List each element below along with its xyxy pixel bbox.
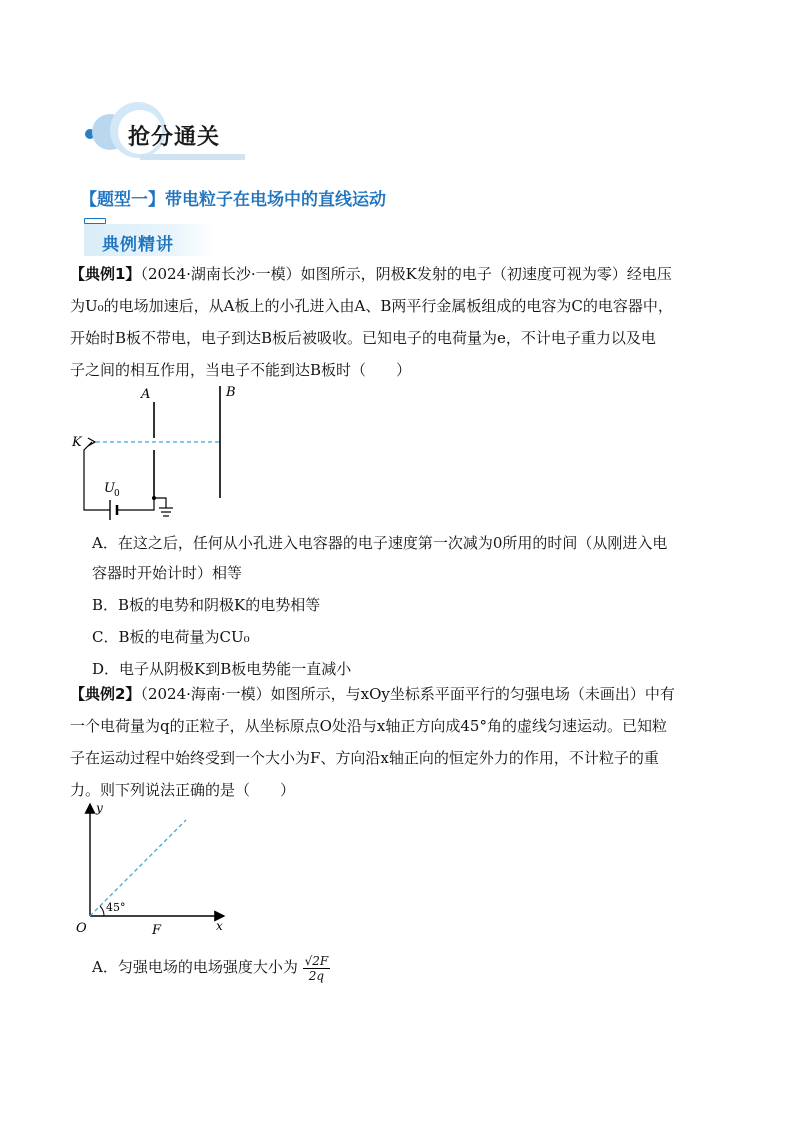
fraction-denominator: 2q xyxy=(308,968,325,983)
fraction xyxy=(303,954,331,983)
example2-text xyxy=(70,678,730,806)
example2-line-2: 一个电荷量为q的正粒子，从坐标原点O处沿与x轴正方向成45°角的虚线匀速运动。已知粒 xyxy=(70,717,667,735)
example1-label: 【典例1】 xyxy=(70,265,141,283)
option-b: B．B板的电势和阴极K的电势相等 xyxy=(92,596,321,614)
label-u-sub: 0 xyxy=(114,489,120,499)
sub-tab-marker xyxy=(84,218,106,224)
angle-arc xyxy=(100,906,104,916)
example1-figure xyxy=(68,380,268,530)
ground-wire xyxy=(154,498,166,508)
label-angle: 45° xyxy=(106,901,126,914)
label-k: K xyxy=(72,435,82,450)
label-force: F xyxy=(152,923,162,938)
example2-option-a: A．匀强电场的电场强度大小为 $\frac{√2F}{2q}$ xyxy=(92,953,329,983)
option-c: C．B板的电荷量为CU₀ xyxy=(92,628,250,646)
example2-figure xyxy=(66,796,246,941)
option-a-line-2: 容器时开始计时）相等 xyxy=(92,564,243,582)
banner-title: 抢分通关 xyxy=(128,125,221,150)
circuit-wire-right xyxy=(117,498,154,510)
label-u: U xyxy=(104,481,115,496)
circuit-wire-left xyxy=(84,442,110,510)
example2-line-4: 力。则下列说法正确的是（ ） xyxy=(70,781,296,799)
option-d: D．电子从阴极K到B板电势能一直减小 xyxy=(92,660,352,678)
example1-text xyxy=(70,258,730,386)
example1-source: （2024·湖南长沙·一模） xyxy=(140,265,301,283)
example2-source: （2024·海南·一模） xyxy=(140,685,271,703)
label-b: B xyxy=(226,385,236,400)
fraction-numerator: √2F xyxy=(304,953,329,968)
label-x: x xyxy=(216,919,223,933)
sub-tab-label: 典例精讲 xyxy=(102,235,174,255)
sub-tab xyxy=(84,218,214,256)
example2-label: 【典例2】 xyxy=(70,685,141,703)
label-a: A xyxy=(141,387,151,402)
example1-line-4: 子之间的相互作用，当电子不能到达B板时（ ） xyxy=(70,361,412,379)
section-title: 【题型一】带电粒子在电场中的直线运动 xyxy=(80,190,386,210)
example1-line-2: 为U₀的电场加速后，从A板上的小孔进入由A、B两平行金属板组成的电容为C的电容器中， xyxy=(70,297,673,315)
label-y: y xyxy=(96,801,103,815)
example1-line-1: 【典例1】（2024·湖南长沙·一模）如图所示，阴极K发射的电子（初速度可视为零）经电压 xyxy=(70,265,672,283)
example1-options xyxy=(92,528,732,684)
label-origin: O xyxy=(76,921,87,936)
example2-line-3: 子在运动过程中始终受到一个大小为F、方向沿x轴正向的恒定外力的作用，不计粒子的重 xyxy=(70,749,659,767)
trajectory-line xyxy=(90,820,186,916)
example1-line-3: 开始时B板不带电，电子到达B板后被吸收。已知电子的电荷量为e，不计电子重力以及电 xyxy=(70,329,656,347)
example2-line-1: 【典例2】（2024·海南·一模）如图所示，与xOy坐标系平面平行的匀强电场（未画出）中有 xyxy=(70,685,675,703)
option-a-line-1: A．在这之后，任何从小孔进入电容器的电子速度第一次减为0所用的时间（从刚进入电 xyxy=(92,534,668,552)
